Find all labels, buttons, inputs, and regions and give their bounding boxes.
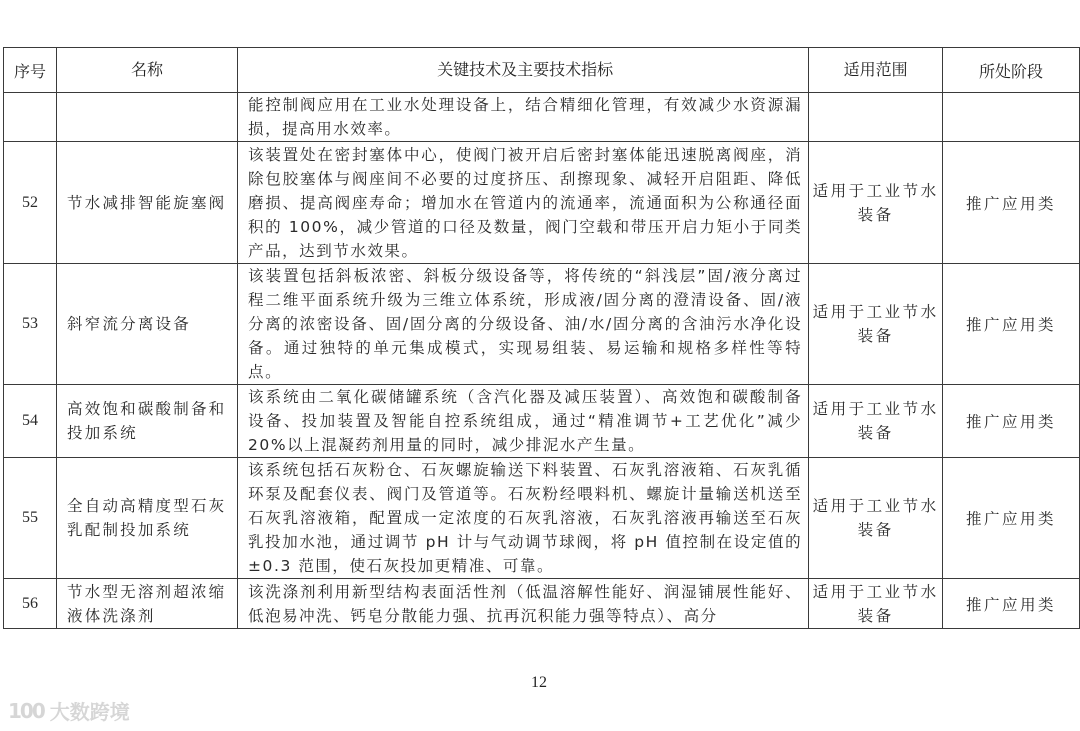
cell-no: 56: [4, 579, 57, 629]
watermark-logo-icon: 100: [8, 698, 44, 723]
cell-stage: 推广应用类: [943, 142, 1080, 264]
table-row: [4, 579, 1080, 629]
cell-no: 54: [4, 385, 57, 458]
cell-desc: 该装置包括斜板浓密、斜板分级设备等，将传统的“斜浅层”固/液分离过程二维平面系统升级为三维立体系统，形成液/固分离的澄清设备、固/液分离的浓密设备、固/固分离的分级设备、油/水/固分离的含油污水净化设备。通过独特的单元集成模式，实现易组装、易运输和规格多样性等特点。: [238, 264, 809, 385]
cell-name: 斜窄流分离设备: [57, 264, 238, 385]
table-row: [4, 385, 1080, 458]
cell-desc: 该系统包括石灰粉仓、石灰螺旋输送下料装置、石灰乳溶液箱、石灰乳循环泵及配套仪表、阀门及管道等。石灰粉经喂料机、螺旋计量输送机送至石灰乳溶液箱，配置成一定浓度的石灰乳溶液，石灰乳溶液再输送至石灰乳投加水池，通过调节 pH 计与气动调节球阀，将 pH 值控制在设定值的±0.3 范围，使石灰投加更精准、可靠。: [238, 458, 809, 579]
cell-desc: 该系统由二氧化碳储罐系统（含汽化器及减压装置）、高效饱和碳酸制备设备、投加装置及智能自控系统组成，通过“精准调节+工艺优化”减少 20%以上混凝药剂用量的同时，减少排泥水产生量。: [238, 385, 809, 458]
cell-scope: 适用于工业节水装备: [809, 458, 943, 579]
cell-desc: 能控制阀应用在工业水处理设备上，结合精细化管理，有效减少水资源漏损，提高用水效率。: [238, 93, 809, 142]
table-row: [4, 142, 1080, 264]
cell-name: [57, 93, 238, 142]
header-stage: 所处阶段: [943, 48, 1080, 93]
watermark: [8, 696, 130, 725]
cell-name: 节水减排智能旋塞阀: [57, 142, 238, 264]
cell-stage: 推广应用类: [943, 579, 1080, 629]
header-desc: 关键技术及主要技术指标: [238, 48, 809, 93]
cell-scope: 适用于工业节水装备: [809, 264, 943, 385]
cell-desc: 该洗涤剂利用新型结构表面活性剂（低温溶解性能好、润湿铺展性能好、低泡易冲洗、钙皂分散能力强、抗再沉积能力强等特点）、高分: [238, 579, 809, 629]
table-row: [4, 93, 1080, 142]
cell-name: 节水型无溶剂超浓缩液体洗涤剂: [57, 579, 238, 629]
cell-stage: [943, 93, 1080, 142]
cell-desc: 该装置处在密封塞体中心，使阀门被开启后密封塞体能迅速脱离阀座，消除包胶塞体与阀座间不必要的过度挤压、刮擦现象、减轻开启阻距、降低磨损、提高阀座寿命；增加水在管道内的流通率，流通面积为公称通径面积的 100%，减少管道的口径及数量，阀门空载和带压开启力矩小于同类产品，达到节水效果。: [238, 142, 809, 264]
cell-no: 55: [4, 458, 57, 579]
cell-scope: 适用于工业节水装备: [809, 385, 943, 458]
table-row: [4, 458, 1080, 579]
watermark-text: 大数跨境: [49, 700, 130, 724]
header-no: 序号: [4, 48, 57, 93]
table-header-row: [4, 48, 1080, 93]
page-number: 12: [531, 674, 547, 691]
header-scope: 适用范围: [809, 48, 943, 93]
cell-name: 高效饱和碳酸制备和投加系统: [57, 385, 238, 458]
table-row: [4, 264, 1080, 385]
technology-table: [3, 47, 1080, 629]
cell-stage: 推广应用类: [943, 385, 1080, 458]
header-name: 名称: [57, 48, 238, 93]
cell-stage: 推广应用类: [943, 264, 1080, 385]
cell-scope: 适用于工业节水装备: [809, 579, 943, 629]
cell-stage: 推广应用类: [943, 458, 1080, 579]
cell-no: [4, 93, 57, 142]
cell-no: 53: [4, 264, 57, 385]
cell-name: 全自动高精度型石灰乳配制投加系统: [57, 458, 238, 579]
cell-scope: [809, 93, 943, 142]
cell-scope: 适用于工业节水装备: [809, 142, 943, 264]
cell-no: 52: [4, 142, 57, 264]
